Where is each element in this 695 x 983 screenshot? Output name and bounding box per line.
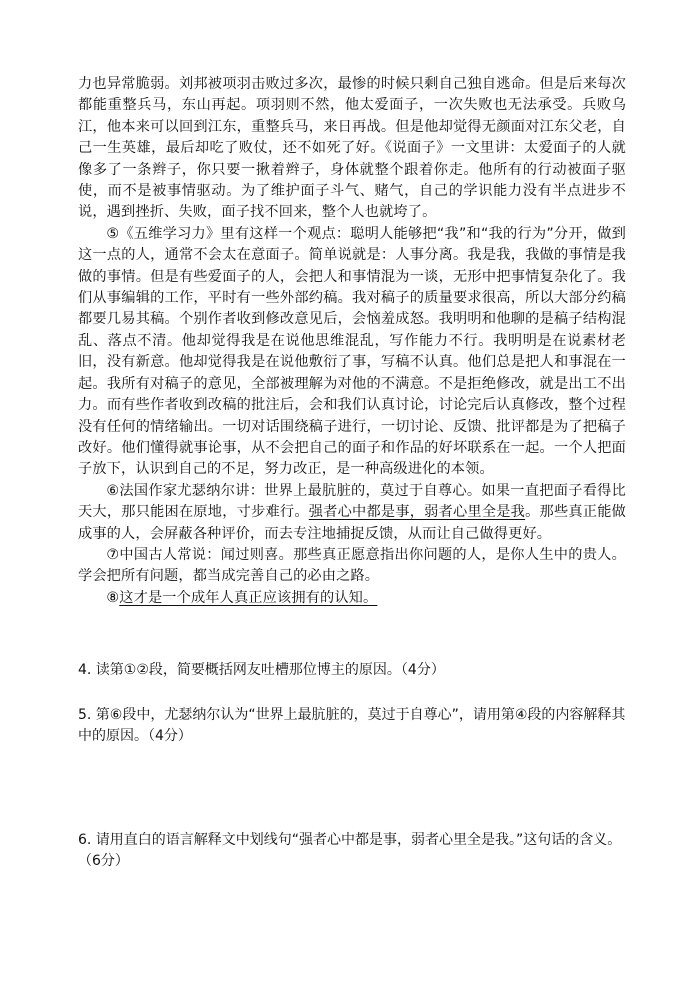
paragraph-7 bbox=[78, 545, 626, 588]
underlined-sentence: 这才是一个成年人真正应该拥有的认知。 bbox=[119, 589, 378, 606]
paragraph-6 bbox=[78, 481, 626, 545]
reading-passage bbox=[78, 74, 626, 609]
question-6: 6. 请用直白的语言解释文中划线句“强者心中都是事，弱者心里全是我。”这句话的含义。（6分） bbox=[78, 832, 622, 870]
underlined-sentence: 强者心中都是事，弱者心里全是我 bbox=[308, 504, 526, 521]
paragraph-continued bbox=[78, 74, 626, 224]
paragraph-5 bbox=[78, 224, 626, 481]
paragraph-text: 。那些真正能做成事的人，会屏蔽各种评价，而去专注地捕捉反馈，从而让自己做得更好。 bbox=[78, 504, 626, 542]
paragraph-number: ⑧ bbox=[106, 589, 120, 606]
paragraph-text: ⑥法国作家尤瑟纳尔讲：世界上最肮脏的，莫过于自尊心。如果一直把面子看得比天大，那只能困在原地，寸步难行。 bbox=[78, 482, 626, 521]
question-5: 5. 第⑥段中，尤瑟纳尔认为“世界上最肮脏的，莫过于自尊心”，请用第④段的内容解释其中的原因。（4分） bbox=[78, 707, 626, 745]
question-4: 4. 读第①②段，简要概括网友吐槽那位博主的原因。（4分） bbox=[78, 662, 445, 678]
paragraph-8 bbox=[78, 588, 626, 609]
paragraph-text: 力也异常脆弱。刘邦被项羽击败过多次，最惨的时候只剩自己独自逃命。但是后来每次都能重整兵马，东山再起。项羽则不然，他太爱面子，一次失败也无法承受。兵败乌江，他本来可以回到江东，重整兵马，来日再战。但是他却觉得无颜面对江东父老，自己一生英雄，最后却吃了败仗，还不如死了好。《说面子》一文里讲：太爱面子的人就像多了一条辫子，你只要一揪着辫子，身体就整个跟着你走。他所有的行动被面子驱使，而不是被事情驱动。为了维护面子斗气、赌气，自己的学识能力没有半点进步不说，遇到挫折、失败，面子找不回来，整个人也就垮了。 bbox=[78, 76, 626, 221]
paragraph-text: ⑦中国古人常说：闻过则喜。那些真正愿意指出你问题的人，是你人生中的贵人。学会把所有问题，都当成完善自己的必由之路。 bbox=[78, 546, 626, 585]
paragraph-text: ⑤《五维学习力》里有这样一个观点：聪明人能够把“我”和“我的行为”分开，做到这一点的人，通常不会太在意面子。简单说就是：人事分离。我是我，我做的事情是我做的事情。但是有些爱面子的人，会把人和事情混为一谈，无形中把事情复杂化了。我们从事编辑的工作，平时有一些外部约稿。我对稿子的质量要求很高，所以大部分约稿都要几易其稿。个别作者收到修改意见后，会恼羞成怒。我明明和他聊的是稿子结构混乱、落点不清。他却觉得我是在说他思维混乱，写作能力不行。我明明是在说素材老旧，没有新意。他却觉得我是在说他敷衍了事，写稿不认真。他们总是把人和事混在一起。我所有对稿子的意见，全部被理解为对他的不满意。不是拒绝修改，就是出工不出力。而有些作者收到改稿的批注后，会和我们认真讨论，讨论完后认真修改，整个过程没有任何的情绪输出。一切对话围绕稿子进行，一切讨论、反馈、批评都是为了把稿子改好。他们懂得就事论事，从不会把自己的面子和作品的好坏联系在一起。一个人把面子放下，认识到自己的不足，努力改正，是一种高级进化的本领。 bbox=[78, 225, 626, 478]
